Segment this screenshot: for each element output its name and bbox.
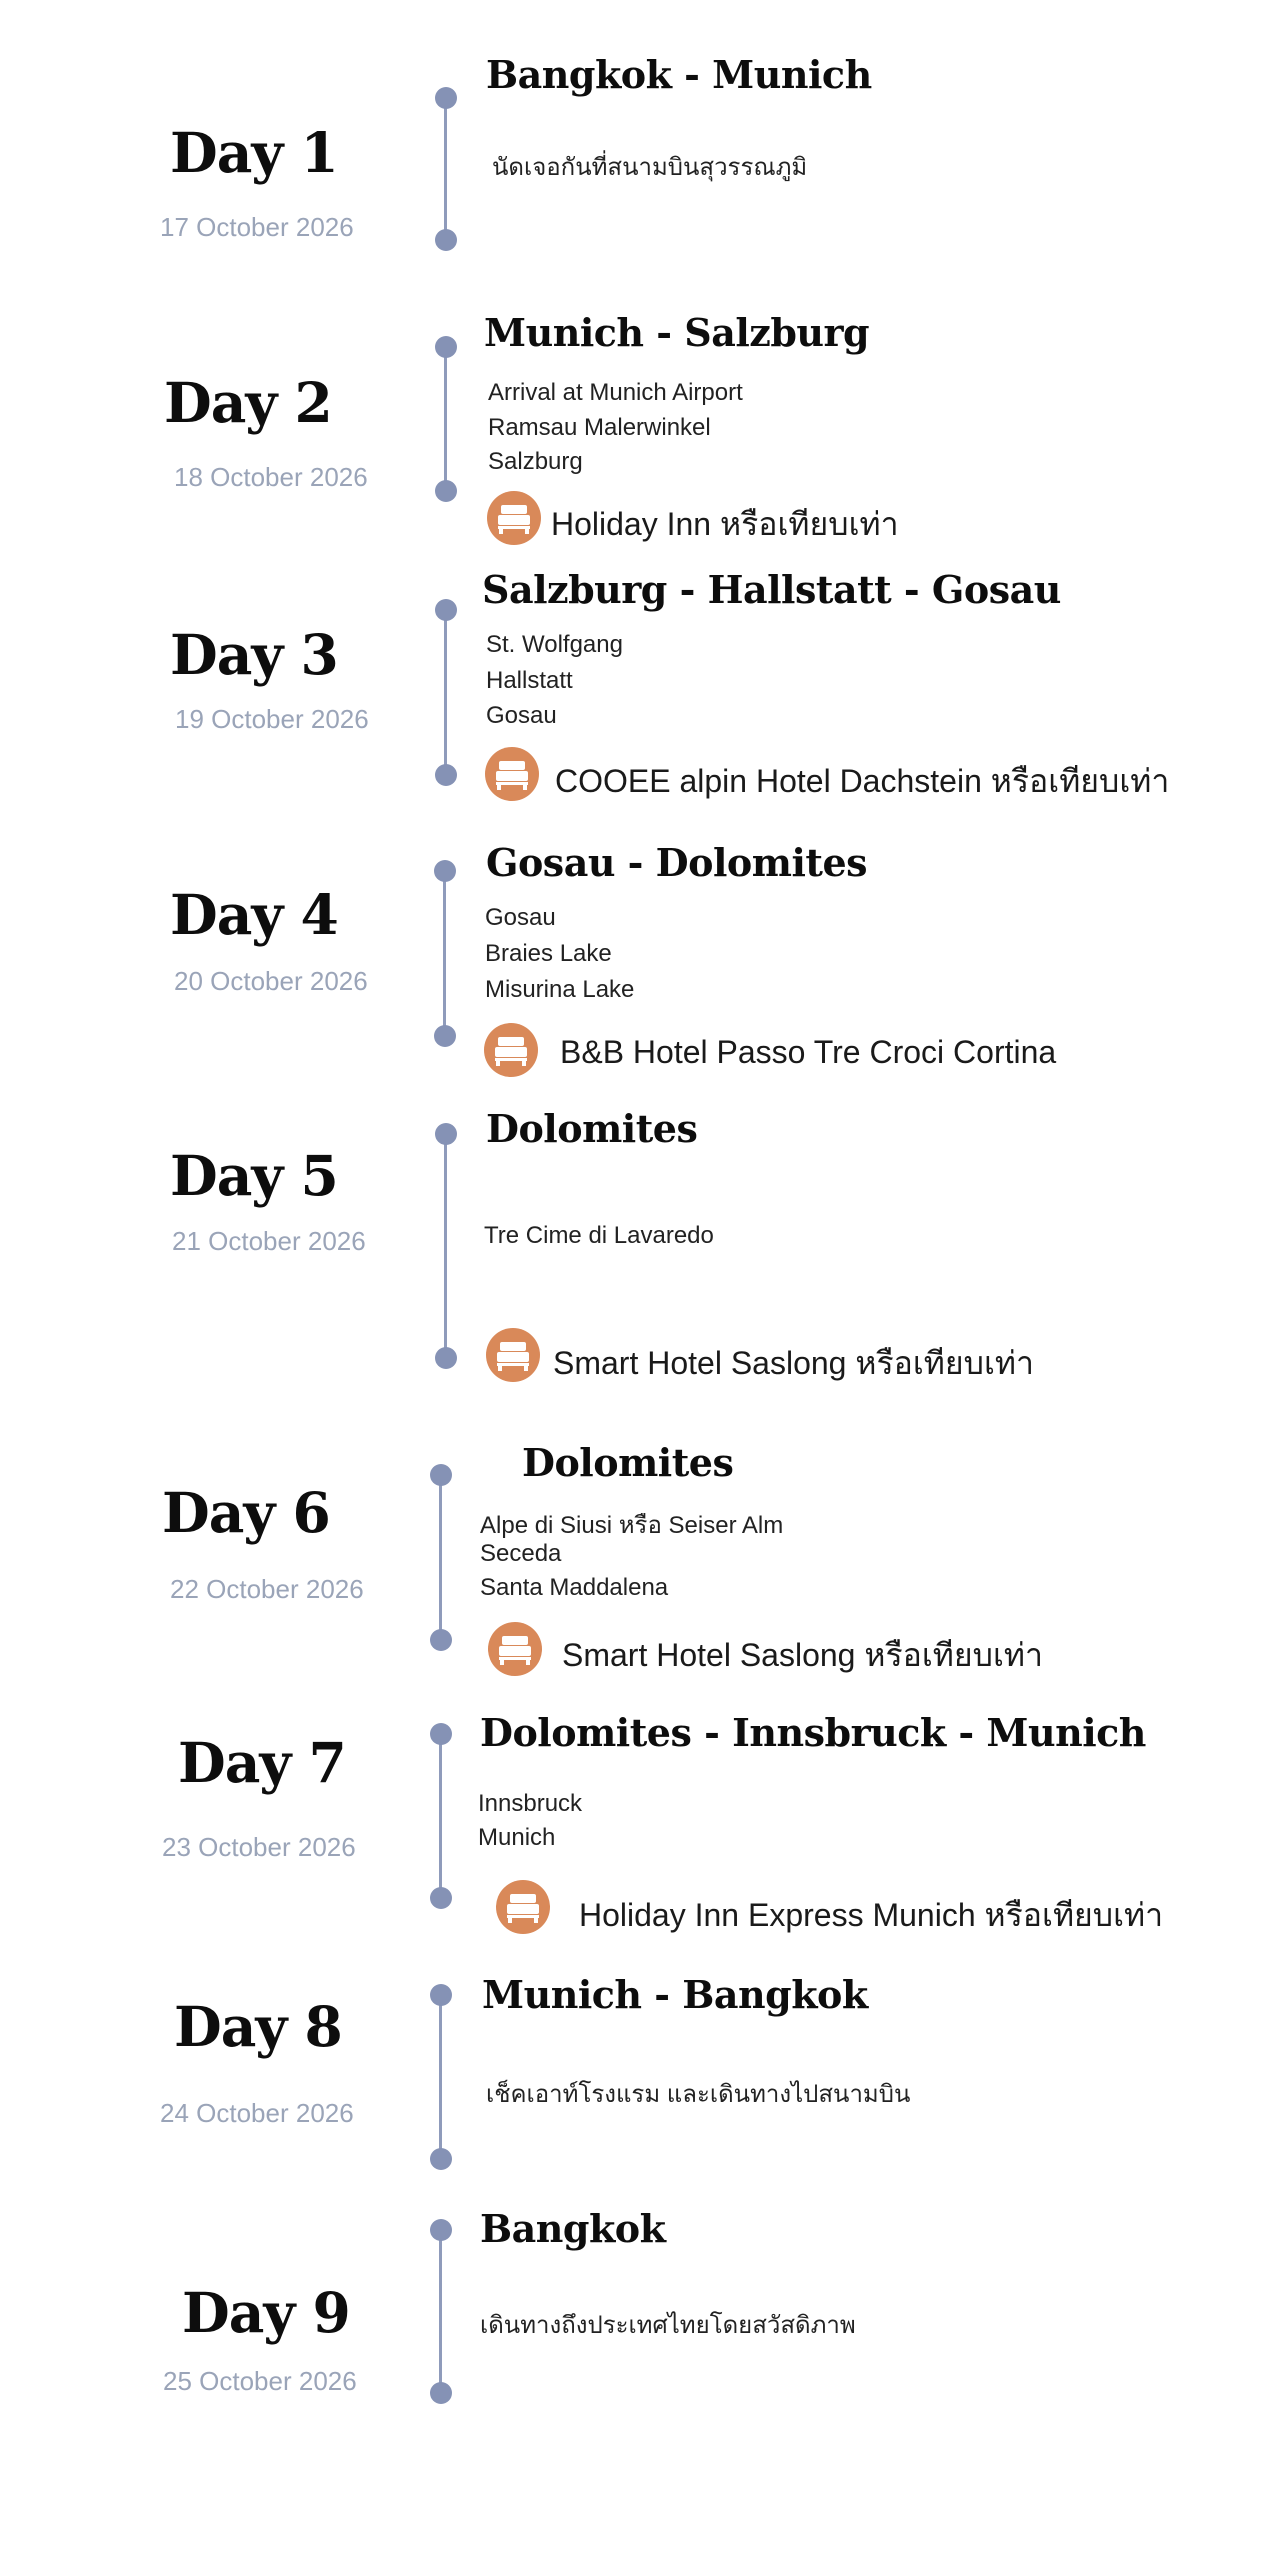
- route-title: Dolomites - Innsbruck - Munich: [480, 1710, 1146, 1755]
- timeline-dot-start: [430, 1723, 452, 1745]
- bed-icon: [484, 1023, 538, 1077]
- timeline-line: [444, 610, 447, 775]
- place-item: Braies Lake: [485, 940, 612, 967]
- place-item: Misurina Lake: [485, 976, 635, 1003]
- timeline-dot-start: [435, 87, 457, 109]
- day-label: Day 9: [182, 2280, 350, 2345]
- place-item: Tre Cime di Lavaredo: [484, 1222, 714, 1249]
- place-item: นัดเจอกันที่สนามบินสุวรรณภูมิ: [492, 154, 808, 181]
- route-title: Dolomites: [486, 1106, 698, 1151]
- route-title: Salzburg - Hallstatt - Gosau: [482, 567, 1061, 612]
- route-title: Gosau - Dolomites: [486, 840, 868, 885]
- place-item: Salzburg: [488, 448, 583, 475]
- place-item: St. Wolfgang: [486, 631, 623, 658]
- day-label: Day 4: [170, 882, 338, 947]
- day-label: Day 8: [174, 1994, 342, 2059]
- bed-icon: [496, 1880, 550, 1934]
- timeline-line: [443, 871, 446, 1036]
- place-item: Munich: [478, 1824, 556, 1851]
- timeline-dot-end: [435, 480, 457, 502]
- hotel-name: Holiday Inn หรือเทียบเท่า: [551, 506, 899, 542]
- timeline-dot-end: [435, 229, 457, 251]
- day-date: 19 October 2026: [175, 704, 369, 734]
- bed-icon: [485, 747, 539, 801]
- timeline-line: [439, 1995, 442, 2159]
- route-title: Dolomites: [522, 1440, 734, 1485]
- timeline-dot-start: [435, 599, 457, 621]
- timeline-line: [444, 98, 447, 240]
- day-label: Day 1: [170, 120, 338, 185]
- hotel-name: COOEE alpin Hotel Dachstein หรือเทียบเท่า: [555, 763, 1170, 799]
- bed-icon: [487, 491, 541, 545]
- timeline-dot-start: [430, 2219, 452, 2241]
- timeline-dot-end: [430, 2148, 452, 2170]
- day-date: 18 October 2026: [174, 462, 368, 492]
- hotel-name: Holiday Inn Express Munich หรือเทียบเท่า: [579, 1897, 1164, 1933]
- day-label: Day 6: [162, 1480, 330, 1545]
- day-date: 24 October 2026: [160, 2098, 354, 2128]
- timeline-line: [439, 2230, 442, 2393]
- day-date: 17 October 2026: [160, 212, 354, 242]
- bed-icon: [488, 1622, 542, 1676]
- hotel-name: Smart Hotel Saslong หรือเทียบเท่า: [562, 1637, 1043, 1673]
- timeline-dot-end: [430, 2382, 452, 2404]
- timeline-line: [439, 1475, 442, 1640]
- place-item: Santa Maddalena: [480, 1574, 669, 1601]
- hotel-name: B&B Hotel Passo Tre Croci Cortina: [560, 1034, 1057, 1070]
- timeline-dot-start: [434, 860, 456, 882]
- timeline-dot-end: [435, 764, 457, 786]
- route-title: Munich - Salzburg: [484, 310, 870, 355]
- place-item: Gosau: [485, 904, 556, 931]
- timeline-dot-end: [434, 1025, 456, 1047]
- timeline-line: [444, 1134, 447, 1358]
- timeline-dot-end: [430, 1629, 452, 1651]
- day-label: Day 7: [178, 1730, 346, 1795]
- timeline-dot-start: [435, 336, 457, 358]
- place-item: เช็คเอาท์โรงแรม และเดินทางไปสนามบิน: [486, 2081, 911, 2108]
- place-item: Hallstatt: [486, 667, 573, 694]
- day-date: 20 October 2026: [174, 966, 368, 996]
- place-item: Seceda: [480, 1540, 562, 1567]
- day-label: Day 5: [170, 1143, 338, 1208]
- timeline-dot-start: [430, 1984, 452, 2006]
- place-item: Alpe di Siusi หรือ Seiser Alm: [480, 1512, 784, 1539]
- route-title: Bangkok: [480, 2206, 666, 2251]
- day-label: Day 3: [170, 622, 338, 687]
- place-item: Ramsau Malerwinkel: [488, 414, 711, 441]
- day-date: 21 October 2026: [172, 1226, 366, 1256]
- timeline-dot-start: [435, 1123, 457, 1145]
- timeline-dot-start: [430, 1464, 452, 1486]
- place-item: Innsbruck: [478, 1790, 583, 1817]
- day-label: Day 2: [164, 370, 332, 435]
- day-date: 22 October 2026: [170, 1574, 364, 1604]
- day-date: 23 October 2026: [162, 1832, 356, 1862]
- hotel-name: Smart Hotel Saslong หรือเทียบเท่า: [553, 1345, 1034, 1381]
- place-item: เดินทางถึงประเทศไทยโดยสวัสดิภาพ: [480, 2312, 856, 2339]
- day-date: 25 October 2026: [163, 2366, 357, 2396]
- timeline-line: [439, 1734, 442, 1898]
- bed-icon: [486, 1328, 540, 1382]
- timeline-line: [444, 347, 447, 491]
- timeline-dot-end: [430, 1887, 452, 1909]
- timeline-dot-end: [435, 1347, 457, 1369]
- place-item: Arrival at Munich Airport: [488, 379, 743, 406]
- place-item: Gosau: [486, 702, 557, 729]
- route-title: Bangkok - Munich: [486, 52, 872, 97]
- route-title: Munich - Bangkok: [482, 1972, 868, 2017]
